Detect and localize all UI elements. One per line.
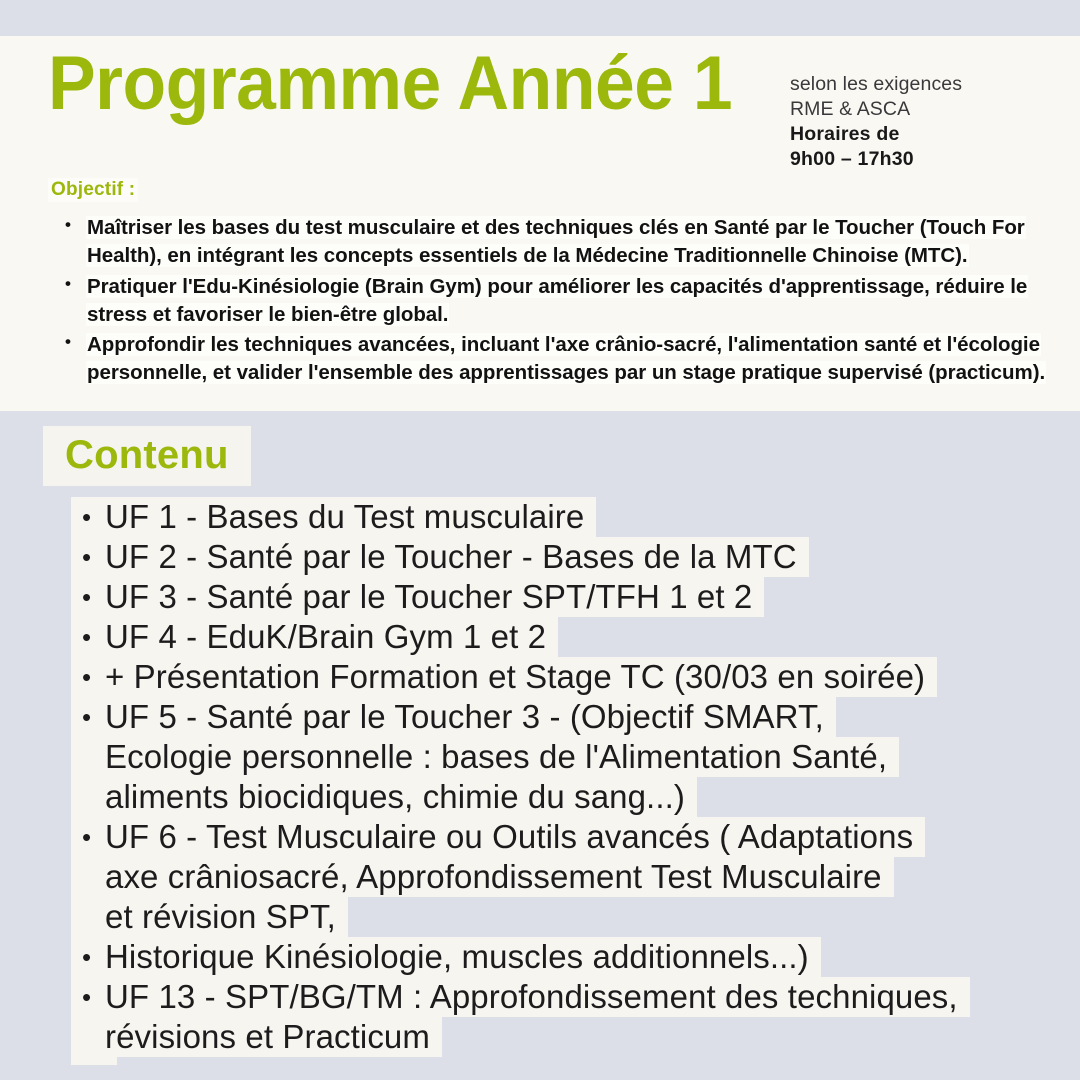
content-line xyxy=(105,857,1031,897)
content-list-item xyxy=(71,617,1031,657)
content-line xyxy=(105,737,1031,777)
objective-text: Pratiquer l'Edu-Kinésiologie (Brain Gym) pour améliorer les capacités d'apprentissage, réduire le stress et favoriser le bien-être global. xyxy=(87,274,1028,326)
content-list-item xyxy=(71,657,1031,697)
content-line-text: UF 6 - Test Musculaire ou Outils avancés ( Adaptations xyxy=(99,817,925,857)
objective-item xyxy=(86,331,1057,388)
content-line-text: UF 1 - Bases du Test musculaire xyxy=(99,497,596,537)
objectives-list xyxy=(62,214,1057,390)
content-list-item xyxy=(71,817,1031,937)
content-line xyxy=(105,617,1031,657)
meta-line-schedule-hours: 9h00 – 17h30 xyxy=(790,147,914,170)
content-line xyxy=(105,937,1031,977)
content-list-item xyxy=(71,937,1031,977)
content-list-item xyxy=(71,497,1031,537)
content-line xyxy=(105,977,1031,1017)
meta-line-requirements-1: selon les exigences xyxy=(790,73,963,95)
content-list-item xyxy=(71,977,1031,1057)
content-line xyxy=(105,497,1031,537)
content-line xyxy=(105,537,1031,577)
content-line xyxy=(105,697,1031,737)
content-list xyxy=(71,497,1031,1057)
header-row xyxy=(0,36,1080,170)
content-line-text: Ecologie personnelle : bases de l'Alimentation Santé, xyxy=(99,737,899,777)
content-list-item xyxy=(71,577,1031,617)
content-line xyxy=(105,577,1031,617)
content-line-text: axe crâniosacré, Approfondissement Test Musculaire xyxy=(99,857,894,897)
content-line xyxy=(105,1017,1031,1057)
header-panel xyxy=(0,36,1080,411)
content-line-text: UF 4 - EduK/Brain Gym 1 et 2 xyxy=(99,617,558,657)
meta-line-schedule-label: Horaires de xyxy=(790,122,900,145)
content-line xyxy=(105,657,1031,697)
content-line-text: aliments biocidiques, chimie du sang...) xyxy=(99,777,697,817)
meta-line-requirements-2: RME & ASCA xyxy=(790,97,911,120)
content-line-text: Historique Kinésiologie, muscles additionnels...) xyxy=(99,937,821,977)
content-line-text: UF 5 - Santé par le Toucher 3 - (Objectif SMART, xyxy=(99,697,836,737)
objective-item xyxy=(86,273,1057,330)
header-meta xyxy=(790,72,1020,172)
content-list-item xyxy=(71,537,1031,577)
content-line xyxy=(105,817,1031,857)
objective-text: Approfondir les techniques avancées, incluant l'axe crânio-sacré, l'alimentation santé et l'écologie personnelle, et valider l'ensemble des apprentissages par un stage pratique supervisé (practicum). xyxy=(87,333,1046,385)
content-list-item xyxy=(71,697,1031,817)
content-line-text: + Présentation Formation et Stage TC (30/03 en soirée) xyxy=(99,657,937,697)
contenu-heading: Contenu xyxy=(65,433,229,477)
content-line-text: UF 2 - Santé par le Toucher - Bases de la MTC xyxy=(99,537,809,577)
content-line-text: révisions et Practicum xyxy=(99,1017,442,1057)
content-line xyxy=(105,897,1031,937)
content-line xyxy=(105,777,1031,817)
content-line-text: et révision SPT, xyxy=(99,897,348,937)
page-title: Programme Année 1 xyxy=(48,41,733,126)
content-line-text: UF 3 - Santé par le Toucher SPT/TFH 1 et 2 xyxy=(99,577,764,617)
content-line-text: UF 13 - SPT/BG/TM : Approfondissement des techniques, xyxy=(99,977,970,1017)
objective-text: Maîtriser les bases du test musculaire et des techniques clés en Santé par le Toucher (Touch For Health), en intégrant les concepts essentiels de la Médecine Traditionnelle Chinoise (MTC). xyxy=(87,216,1025,268)
objectif-label: Objectif : xyxy=(48,178,138,202)
objective-item xyxy=(86,214,1057,271)
contenu-heading-box xyxy=(43,426,251,486)
